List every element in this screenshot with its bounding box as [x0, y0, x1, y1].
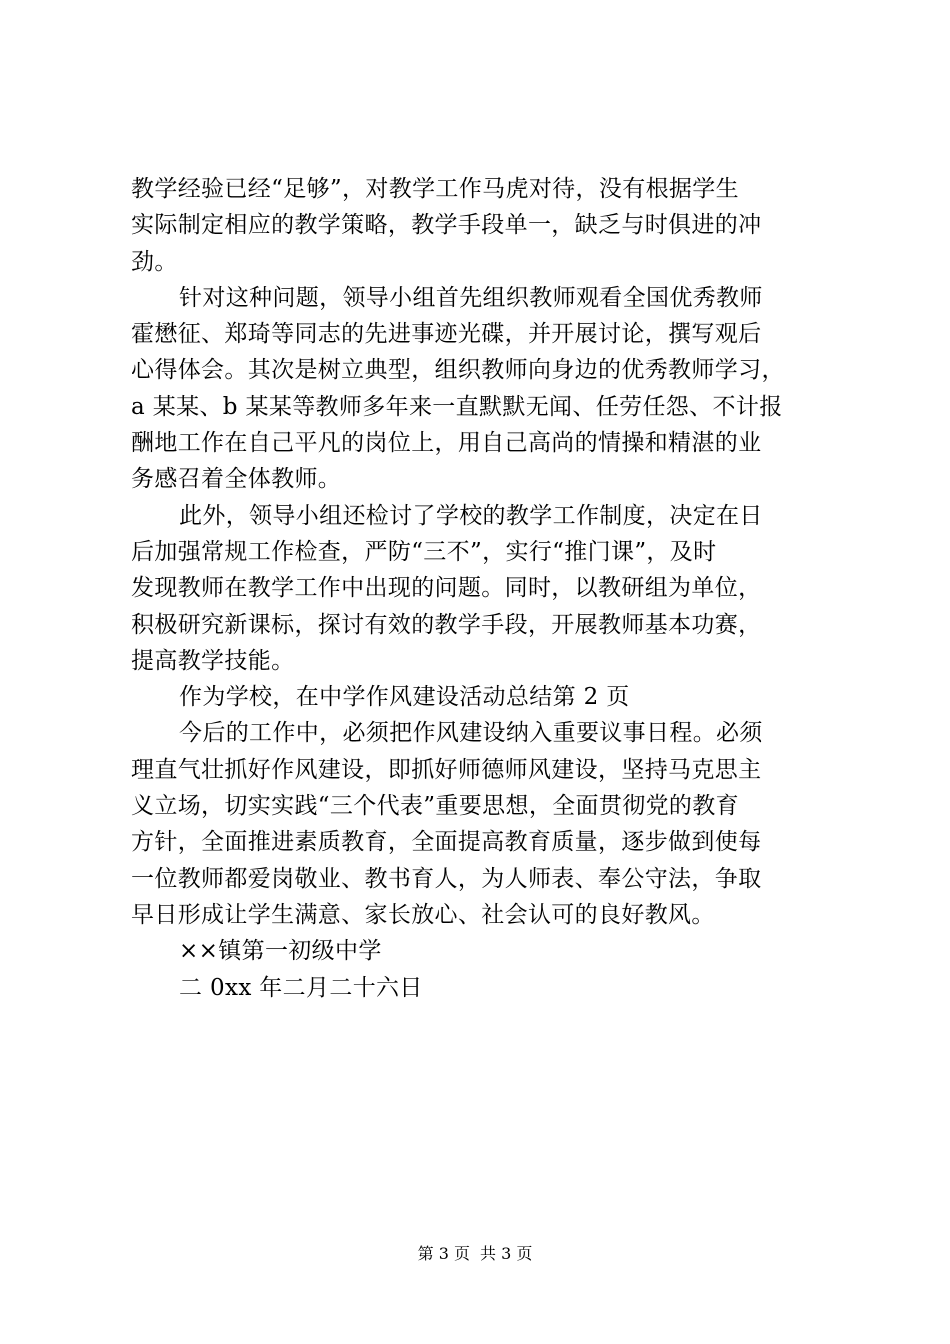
paragraph-5-line-3: 义立场，切实实践“三个代表”重要思想，全面贯彻党的教育	[131, 793, 739, 820]
paragraph-2-line-6: 务感召着全体教师。	[131, 466, 342, 493]
paragraph-1-line-2: 实际制定相应的教学策略，教学手段单一，缺乏与时俱进的冲	[131, 212, 762, 239]
paragraph-1-line-3: 劲。	[131, 248, 178, 275]
paragraph-5-line-4: 方针，全面推进素质教育，全面提高教育质量，逐步做到使每	[131, 829, 762, 856]
paragraph-4-line-1: 作为学校，在中学作风建设活动总结第 2 页	[179, 684, 630, 711]
paragraph-5-line-2: 理直气壮抓好作风建设，即抓好师德师风建设，坚持马克思主	[131, 756, 762, 783]
paragraph-2-line-5: 酬地工作在自己平凡的岗位上，用自己高尚的情操和精湛的业	[131, 430, 762, 457]
paragraph-1-line-1: 教学经验已经“足够”，对教学工作马虎对待，没有根据学生	[131, 176, 739, 202]
paragraph-5-line-1: 今后的工作中，必须把作风建设纳入重要议事日程。必须	[179, 720, 763, 747]
page-total: 共 3 页	[480, 1244, 533, 1263]
paragraph-2-line-3: 心得体会。其次是树立典型，组织教师向身边的优秀教师学习，	[131, 357, 785, 384]
paragraph-5-line-5: 一位教师都爱岗敬业、教书育人，为人师表、奉公守法，争取	[131, 865, 762, 892]
page-number: 第 3 页	[417, 1244, 470, 1263]
page-footer	[0, 1243, 950, 1265]
paragraph-5-line-6: 早日形成让学生满意、家长放心、社会认可的良好教风。	[131, 901, 715, 928]
signature-school: ××镇第一初级中学	[179, 938, 382, 965]
paragraph-3-line-2: 后加强常规工作检查，严防“三不”，实行“推门课”，及时	[131, 538, 717, 565]
paragraph-3-line-4: 积极研究新课标，探讨有效的教学手段，开展教师基本功赛，	[131, 611, 762, 638]
paragraph-2-line-1: 针对这种问题，领导小组首先组织教师观看全国优秀教师	[179, 284, 763, 311]
paragraph-3-line-1: 此外，领导小组还检讨了学校的教学工作制度，决定在日	[179, 502, 763, 529]
paragraph-3-line-5: 提高教学技能。	[131, 647, 295, 674]
paragraph-2-line-2: 霍懋征、郑琦等同志的先进事迹光碟，并开展讨论，撰写观后	[131, 321, 762, 348]
signature-date: 二 0xx 年二月二十六日	[179, 974, 423, 1001]
paragraph-2-line-4: a 某某、b 某某等教师多年来一直默默无闻、任劳任怨、不计报	[131, 393, 783, 420]
paragraph-3-line-3: 发现教师在教学工作中出现的问题。同时，以教研组为单位，	[131, 575, 762, 602]
document-body	[131, 171, 831, 1006]
